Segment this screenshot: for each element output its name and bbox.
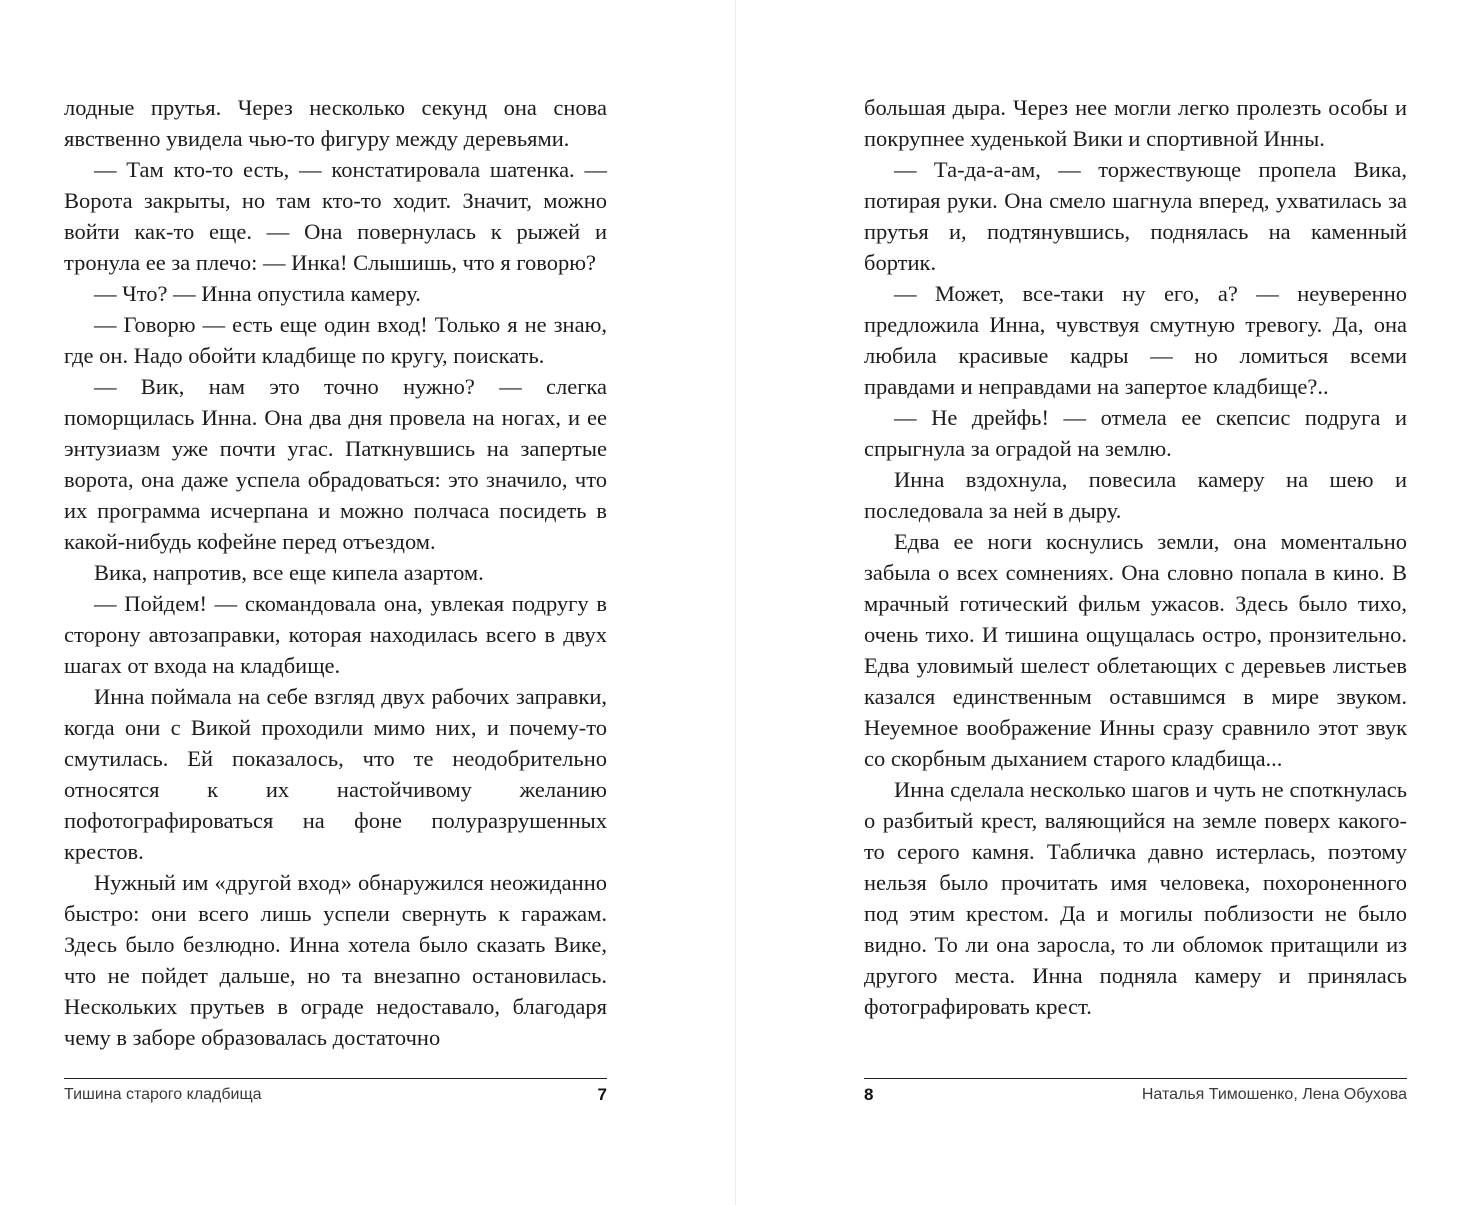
right-page-footer [864,1078,1407,1111]
book-authors: Наталья Тимошенко, Лена Обухова [1141,1086,1407,1103]
paragraph: Нужный им «другой вход» обнаружился неожиданно быстро: они всего лишь успели свернуть к гаражам. Здесь было безлюдно. Инна хотела было сказать Вике, что не пойдет дальше, но та внезапно остановилась. Нескольких прутьев в ограде недоставало, благодаря чему в заборе образовалась достаточно [64,870,607,1050]
page-gutter [735,0,736,1205]
paragraph: — Говорю — есть еще один вход! Только я не знаю, где он. Надо обойти кладбище по кругу, поискать. [64,312,607,368]
paragraph: — Вик, нам это точно нужно? — слегка поморщилась Инна. Она два дня провела на ногах, и ее энтузиазм уже почти угас. Паткнувшись на запертые ворота, она даже успела обрадоваться: это значило, что их программа исчерпана и можно полчаса посидеть в какой-нибудь кофейне перед отъездом. [64,374,607,554]
page-number: 7 [597,1085,607,1104]
book-title: Тишина старого кладбища [64,1086,262,1103]
paragraph: Вика, напротив, все еще кипела азартом. [94,560,484,585]
paragraph: Инна вздохнула, повесила камеру на шею и последовала за ней в дыру. [864,467,1407,523]
paragraph: — Может, все-таки ну его, а? — неуверенно предложила Инна, чувствуя смутную тревогу. Да, она любила красивые кадры — но ломиться всеми правдами и неправдами на запертое кладбище?.. [864,281,1407,399]
paragraph: — Что? — Инна опустила камеру. [94,281,421,306]
page-number: 8 [864,1085,874,1104]
paragraph: большая дыра. Через нее могли легко пролезть особы и покрупнее худенькой Вики и спортивной Инны. [864,95,1407,151]
paragraph: лодные прутья. Через несколько секунд она снова явственно увидела чью-то фигуру между деревьями. [64,95,607,151]
left-page-text [64,92,607,1053]
paragraph: Едва ее ноги коснулись земли, она моментально забыла о всех сомнениях. Она словно попала в кино. В мрачный готический фильм ужасов. Здесь было тихо, очень тихо. И тишина ощущалась остро, пронзительно. Едва уловимый шелест облетающих с деревьев листьев казался единственным оставшимся в мире звуком. Неуемное воображение Инны сразу сравнило этот звук со скорбным дыханием старого кладбища... [864,529,1407,771]
paragraph: Инна поймала на себе взгляд двух рабочих заправки, когда они с Викой проходили мимо них, и почему-то смутилась. Ей показалось, что те неодобрительно относятся к их настойчивому желанию пофотографироваться на фоне полуразрушенных крестов. [64,684,607,864]
paragraph: — Пойдем! — скомандовала она, увлекая подругу в сторону автозаправки, которая находилась всего в двух шагах от входа на кладбище. [64,591,607,678]
paragraph: Инна сделала несколько шагов и чуть не споткнулась о разбитый крест, валяющийся на земле поверх какого-то серого камня. Табличка давно истерлась, поэтому нельзя было прочитать имя человека, похороненного под этим крестом. Да и могилы поблизости не было видно. То ли она заросла, то ли обломок притащили из другого места. Инна подняла камеру и принялась фотографировать крест. [864,777,1407,1019]
paragraph: — Та-да-а-ам, — торжествующе пропела Вика, потирая руки. Она смело шагнула вперед, ухватилась за прутья и, подтянувшись, поднялась на каменный бортик. [864,157,1407,275]
right-page-text [864,92,1407,1022]
paragraph: — Там кто-то есть, — констатировала шатенка. — Ворота закрыты, но там кто-то ходит. Значит, можно войти как-то еще. — Она повернулась к рыжей и тронула ее за плечо: — Инка! Слышишь, что я говорю? [64,157,607,275]
left-page-footer [64,1078,607,1111]
paragraph: — Не дрейфь! — отмела ее скепсис подруга и спрыгнула за оградой на землю. [864,405,1407,461]
